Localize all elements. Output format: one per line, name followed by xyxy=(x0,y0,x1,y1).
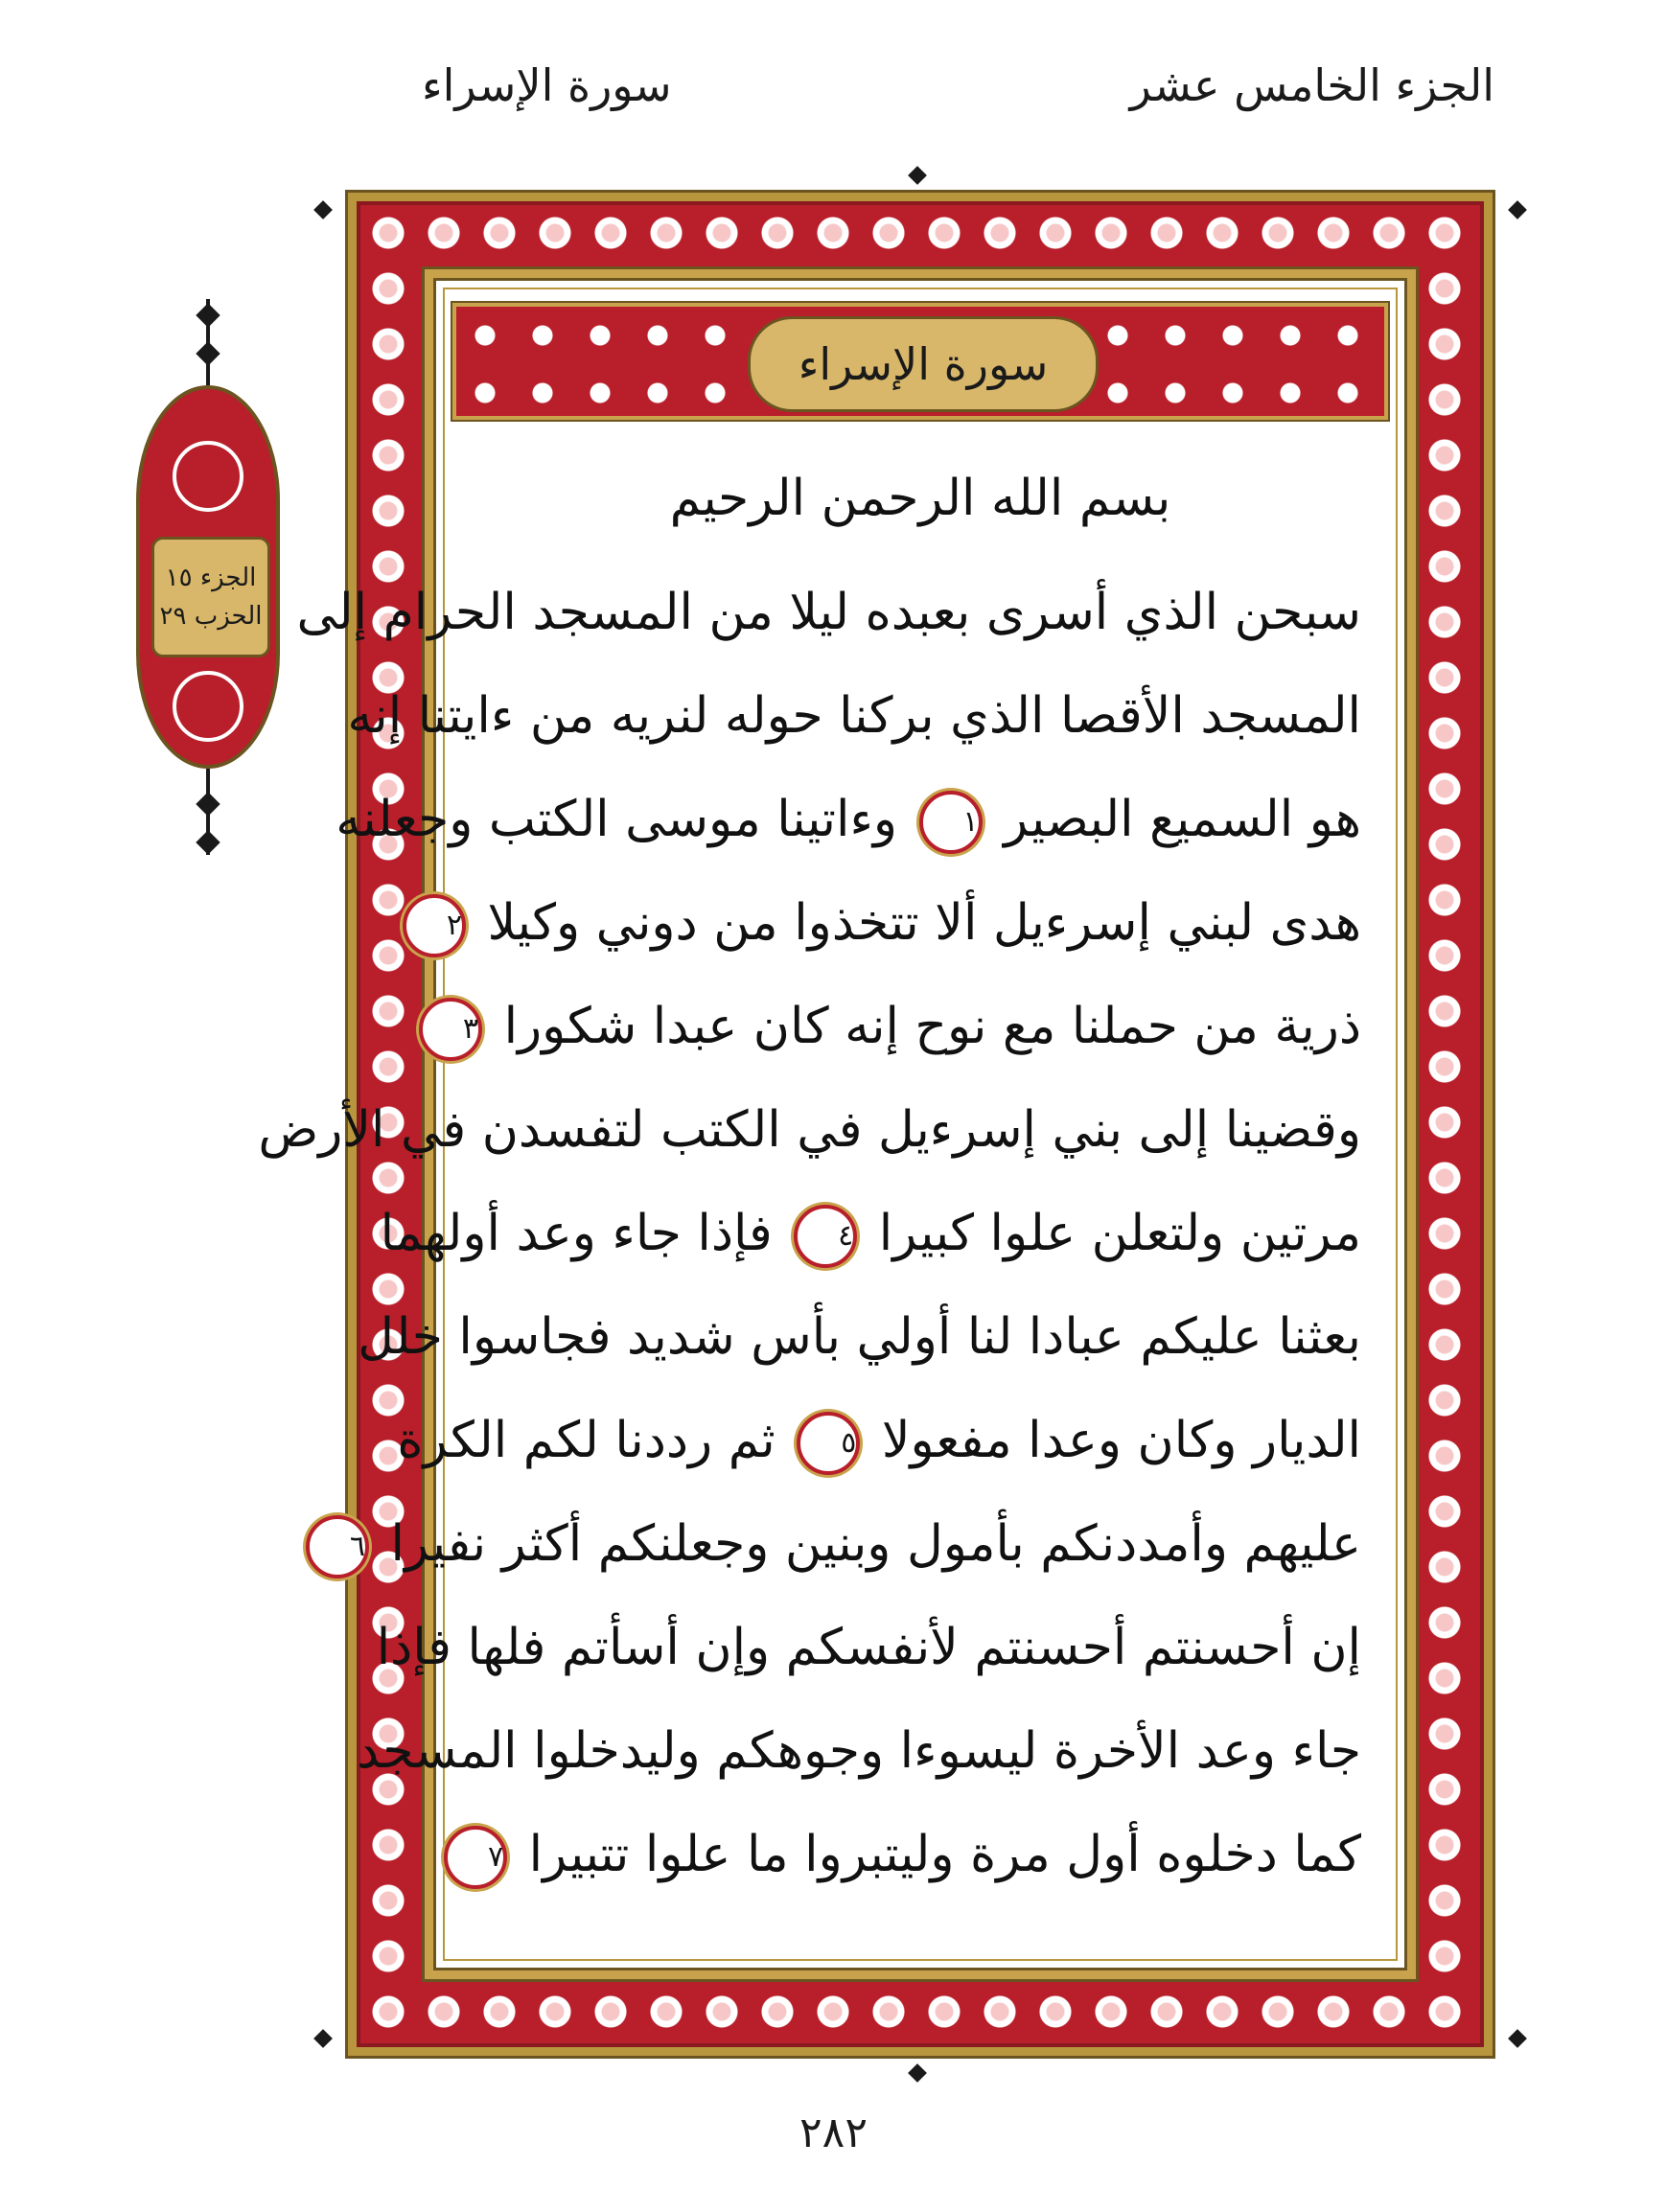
ayah-number-marker: ٧ xyxy=(444,1826,507,1889)
ayah-number-marker: ٣ xyxy=(419,998,482,1061)
verse-line-text: فإذا جاء وعد أولهما xyxy=(380,1205,773,1262)
verse-line-8: بعثنا عليكم عبادا لنا أولي بأس شديد فجاسوا خلل xyxy=(358,1308,1361,1366)
juz-hizb-label xyxy=(151,537,270,657)
verse-line-10 xyxy=(349,1492,1361,1596)
verse-line-text: الديار وكان وعدا مفعولا xyxy=(881,1412,1361,1469)
frame-stud-icon xyxy=(1508,200,1527,219)
ayah-number-marker: ١ xyxy=(919,791,983,854)
side-diamond-icon xyxy=(196,303,220,327)
hizb-label: الحزب ٢٩ xyxy=(159,602,263,631)
surah-header: سورة الإسراء xyxy=(422,59,672,111)
verse-line-12: جاء وعد الأخرة ليسوءا وجوهكم وليدخلوا المسجد xyxy=(357,1722,1361,1780)
verse-line-text: هو السميع البصير xyxy=(1004,791,1361,848)
verse-line-text: مرتين ولتعلن علوا كبيرا xyxy=(878,1205,1361,1262)
verse-line-13 xyxy=(479,1803,1361,1906)
verse-line-7 xyxy=(380,1182,1361,1285)
medallion-ornament-icon xyxy=(173,671,243,742)
medallion-ornament-icon xyxy=(173,441,243,512)
juz-label: الجزء ١٥ xyxy=(165,564,257,592)
verse-line-text: عليهم وأمددنكم بأمول وبنين وجعلنكم أكثر نفيرا xyxy=(390,1515,1361,1573)
verse-line-text: هدى لبني إسرءيل ألا تتخذوا من دوني وكيلا xyxy=(487,894,1361,952)
frame-stud-icon xyxy=(1508,2029,1527,2048)
page-number: ٢٨٢ xyxy=(799,2108,868,2157)
ayah-number-marker: ٤ xyxy=(794,1205,857,1268)
frame-stud-icon xyxy=(313,200,333,219)
side-diamond-icon xyxy=(196,341,220,365)
verse-line-11: إن أحسنتم أحسنتم لأنفسكم وإن أسأتم فلها فإذا xyxy=(376,1619,1361,1676)
basmala-line: بسم الله الرحمن الرحيم xyxy=(669,470,1171,527)
surah-name: سورة الإسراء xyxy=(798,338,1049,390)
verse-line-5 xyxy=(462,975,1361,1078)
verse-line-4 xyxy=(446,871,1361,975)
verse-line-1: سبحن الذي أسرى بعبده ليلا من المسجد الحرام إلى xyxy=(296,584,1361,641)
surah-cartouche xyxy=(748,316,1099,412)
ayah-number-marker: ٦ xyxy=(306,1515,369,1578)
ayah-number-marker: ٥ xyxy=(797,1412,860,1475)
verse-line-3 xyxy=(336,768,1361,871)
frame-stud-icon xyxy=(908,2063,927,2083)
juz-header: الجزء الخامس عشر xyxy=(1129,59,1494,111)
frame-stud-icon xyxy=(908,166,927,185)
side-diamond-icon xyxy=(196,792,220,816)
verse-text-block xyxy=(258,436,1361,1906)
frame-stud-icon xyxy=(313,2029,333,2048)
verse-line-text: وءاتينا موسى الكتب وجعلنه xyxy=(336,791,898,848)
ayah-number-marker: ٢ xyxy=(403,894,466,957)
verse-line-2: المسجد الأقصا الذي بركنا حوله لنريه من ءايتنا إنه xyxy=(347,687,1361,745)
verse-line-6: وقضينا إلى بني إسرءيل في الكتب لتفسدن في الأرض xyxy=(258,1101,1361,1159)
verse-line-text: كما دخلوه أول مرة وليتبروا ما علوا تتبيرا xyxy=(528,1826,1361,1883)
verse-line-text: ذرية من حملنا مع نوح إنه كان عبدا شكورا xyxy=(503,998,1361,1055)
verse-line-text: ثم رددنا لكم الكرة xyxy=(397,1412,776,1469)
verse-line-9 xyxy=(397,1389,1361,1492)
side-diamond-icon xyxy=(196,830,220,854)
